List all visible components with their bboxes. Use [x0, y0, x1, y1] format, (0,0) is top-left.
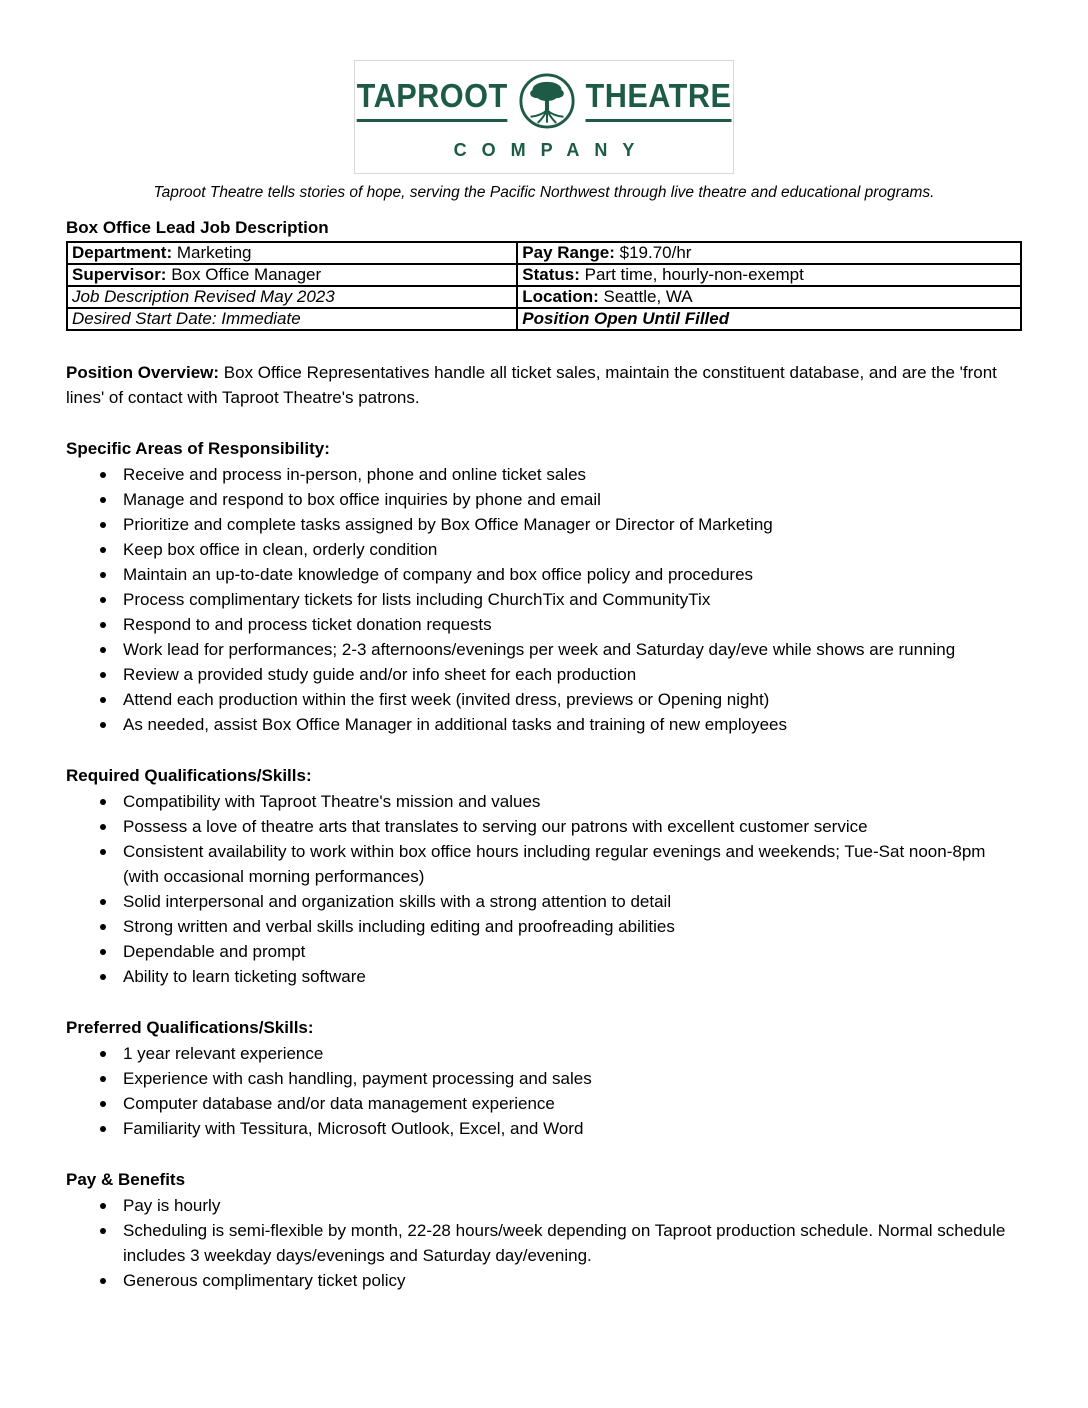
- bullet-list: [66, 1193, 1022, 1293]
- logo-word-theatre: THEATRE: [585, 79, 731, 122]
- status-value: Part time, hourly-non-exempt: [584, 265, 804, 284]
- cell-position-note: Position Open Until Filled: [517, 308, 1021, 330]
- list-item: Respond to and process ticket donation requests: [66, 612, 1022, 637]
- table-row: [67, 308, 1021, 330]
- department-label: Department:: [72, 243, 173, 262]
- section-heading: Preferred Qualifications/Skills:: [66, 1018, 314, 1037]
- list-item: Work lead for performances; 2-3 afternoons/evenings per week and Saturday day/eve while shows are running: [66, 637, 1022, 662]
- list-item: Ability to learn ticketing software: [66, 964, 1022, 989]
- logo-word-taproot: TAPROOT: [357, 79, 508, 122]
- bullet-list: [66, 1041, 1022, 1141]
- table-row: [67, 264, 1021, 286]
- list-item: Generous complimentary ticket policy: [66, 1268, 1022, 1293]
- pay-range-value: $19.70/hr: [619, 243, 692, 262]
- tree-icon: [518, 72, 576, 130]
- table-row: [67, 286, 1021, 308]
- cell-location: [517, 286, 1021, 308]
- document-body: [66, 218, 1022, 1293]
- list-item: Receive and process in-person, phone and online ticket sales: [66, 462, 1022, 487]
- location-label: Location:: [522, 287, 599, 306]
- position-overview: [66, 360, 1022, 410]
- cell-status: [517, 264, 1021, 286]
- section-heading: Pay & Benefits: [66, 1170, 186, 1189]
- list-item: Strong written and verbal skills including editing and proofreading abilities: [66, 914, 1022, 939]
- list-item: Attend each production within the first week (invited dress, previews or Opening night): [66, 687, 1022, 712]
- position-overview-label: Position Overview:: [66, 363, 220, 382]
- cell-supervisor: [67, 264, 517, 286]
- supervisor-label: Supervisor:: [72, 265, 167, 284]
- location-value: Seattle, WA: [603, 287, 693, 306]
- list-item: Review a provided study guide and/or info sheet for each production: [66, 662, 1022, 687]
- page-title: Box Office Lead Job Description: [66, 218, 329, 237]
- list-item: Solid interpersonal and organization skills with a strong attention to detail: [66, 889, 1022, 914]
- table-row: [67, 242, 1021, 264]
- list-item: Maintain an up-to-date knowledge of company and box office policy and procedures: [66, 562, 1022, 587]
- bullet-list: [66, 789, 1022, 989]
- company-logo: [354, 60, 734, 174]
- list-item: Keep box office in clean, orderly condition: [66, 537, 1022, 562]
- section-pay-benefits: [66, 1167, 1022, 1293]
- bullet-list: [66, 462, 1022, 737]
- list-item: Possess a love of theatre arts that translates to serving our patrons with excellent customer service: [66, 814, 1022, 839]
- list-item: 1 year relevant experience: [66, 1041, 1022, 1066]
- status-label: Status:: [522, 265, 580, 284]
- list-item: Scheduling is semi-flexible by month, 22-28 hours/week depending on Taproot production schedule. Normal schedule includes 3 weekday days/evenings and Saturday day/evening.: [66, 1218, 1022, 1268]
- pay-range-label: Pay Range:: [522, 243, 615, 262]
- logo-word-company: COMPANY: [453, 139, 650, 160]
- department-value: Marketing: [176, 243, 252, 262]
- cell-revised-note: Job Description Revised May 2023: [67, 286, 517, 308]
- section-preferred-qualifications: [66, 1015, 1022, 1141]
- cell-pay-range: [517, 242, 1021, 264]
- cell-department: [67, 242, 517, 264]
- list-item: As needed, assist Box Office Manager in additional tasks and training of new employees: [66, 712, 1022, 737]
- list-item: Familiarity with Tessitura, Microsoft Outlook, Excel, and Word: [66, 1116, 1022, 1141]
- section-heading: Required Qualifications/Skills:: [66, 766, 312, 785]
- section-heading: Specific Areas of Responsibility:: [66, 439, 330, 458]
- list-item: Process complimentary tickets for lists including ChurchTix and CommunityTix: [66, 587, 1022, 612]
- list-item: Manage and respond to box office inquiries by phone and email: [66, 487, 1022, 512]
- tagline: Taproot Theatre tells stories of hope, serving the Pacific Northwest through live theatre and educational programs.: [153, 184, 935, 201]
- list-item: Consistent availability to work within box office hours including regular evenings and weekends; Tue-Sat noon-8pm (with occasional morning performances): [66, 839, 1022, 889]
- supervisor-value: Box Office Manager: [171, 265, 322, 284]
- job-info-table: [66, 241, 1022, 331]
- list-item: Experience with cash handling, payment processing and sales: [66, 1066, 1022, 1091]
- section-required-qualifications: [66, 763, 1022, 989]
- list-item: Pay is hourly: [66, 1193, 1022, 1218]
- cell-start-date-note: Desired Start Date: Immediate: [67, 308, 517, 330]
- section-responsibilities: [66, 436, 1022, 737]
- list-item: Dependable and prompt: [66, 939, 1022, 964]
- list-item: Computer database and/or data management experience: [66, 1091, 1022, 1116]
- list-item: Compatibility with Taproot Theatre's mission and values: [66, 789, 1022, 814]
- position-overview-text: Box Office Representatives handle all ticket sales, maintain the constituent database, and are the 'front lines' of contact with Taproot Theatre's patrons.: [66, 363, 997, 407]
- logo-wordmark: [351, 72, 736, 130]
- list-item: Prioritize and complete tasks assigned by Box Office Manager or Director of Marketing: [66, 512, 1022, 537]
